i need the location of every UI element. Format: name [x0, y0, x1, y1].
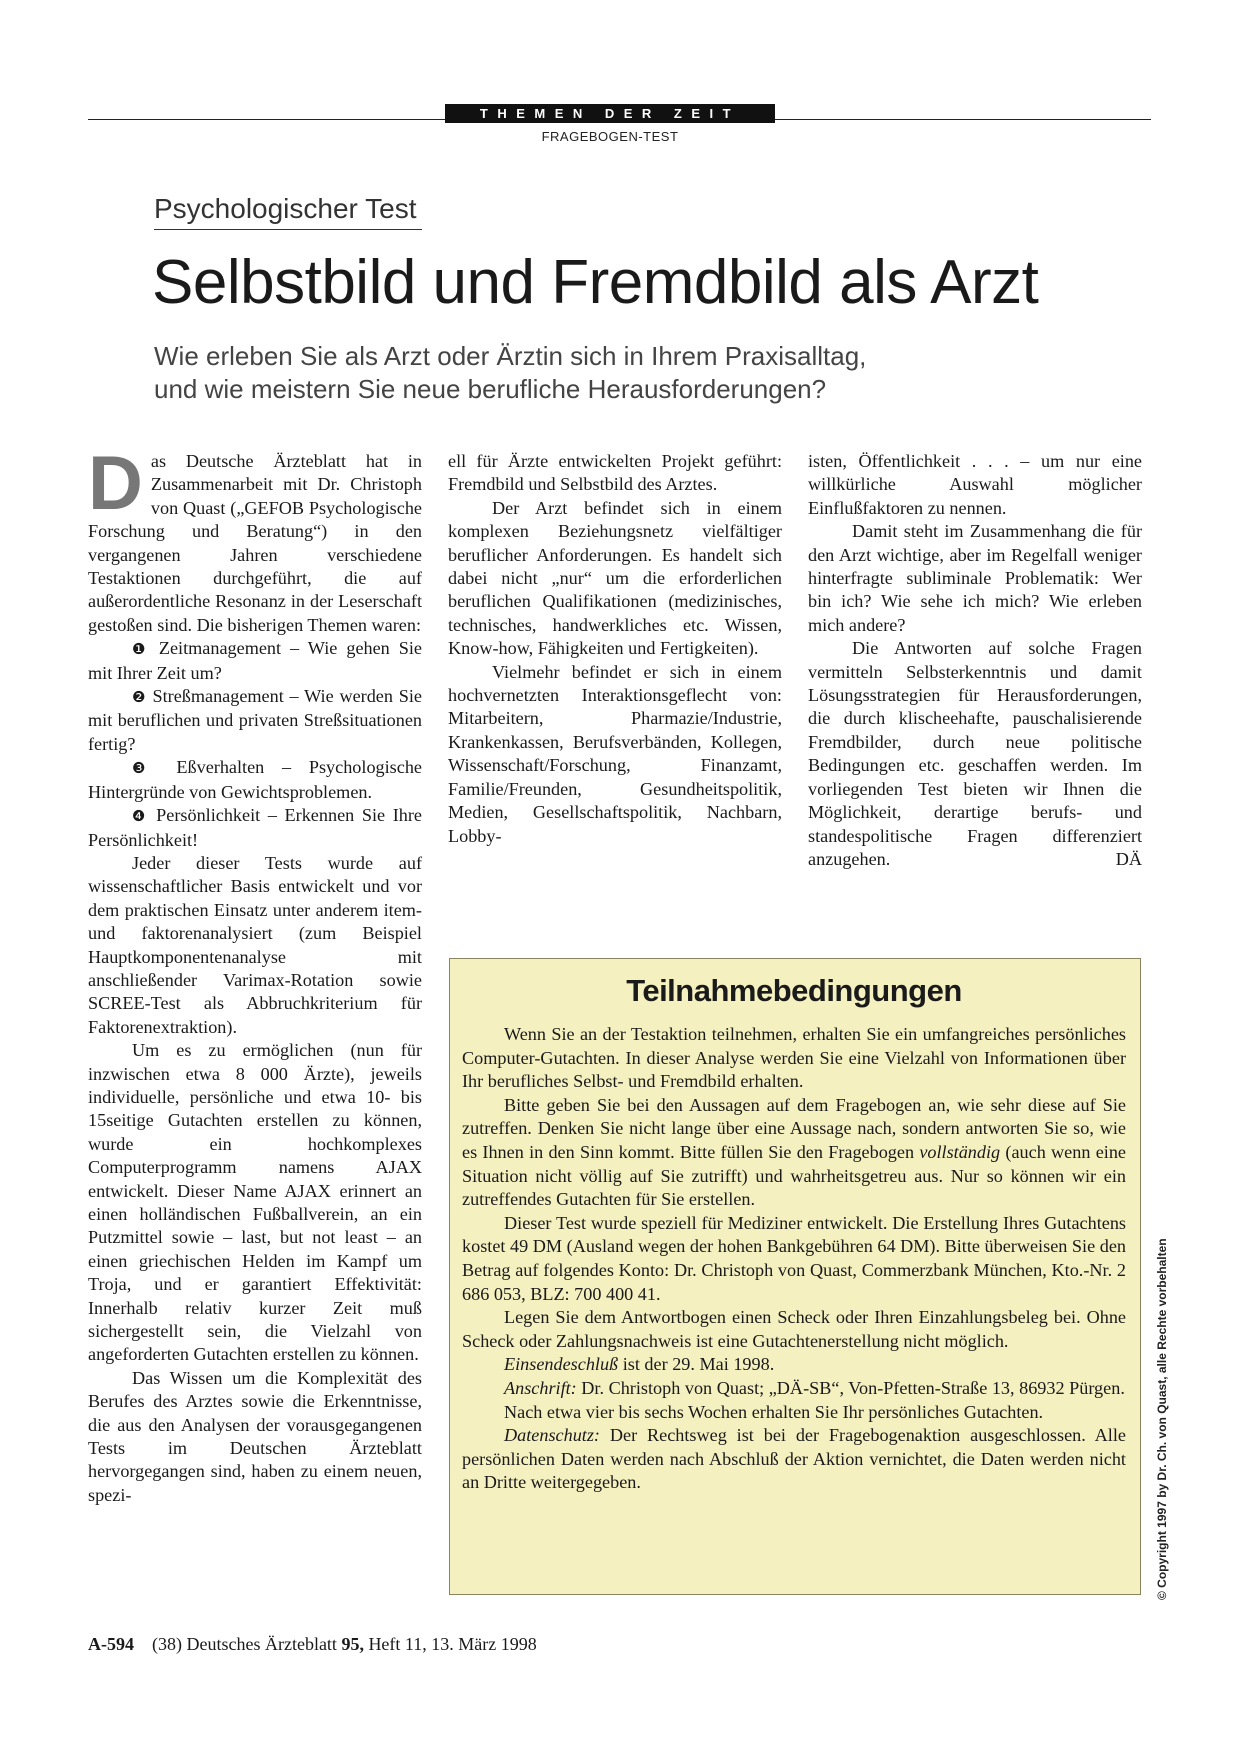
deck-line-2: und wie meistern Sie neue berufliche Herausforderungen?	[154, 374, 827, 404]
paragraph: isten, Öffentlichkeit . . . – um nur eine willkürliche Auswahl möglicher Einflußfaktoren zu nennen.	[808, 451, 1142, 518]
privacy-line: Datenschutz: Der Rechtsweg ist bei der Fragebogenaktion ausgeschlossen. Alle persönlichen Daten werden nach Abschluß der Aktion vernichtet, die Daten werden nicht an Dritte weitergegeben.	[462, 1425, 1126, 1493]
author-signature: DÄ	[1115, 848, 1142, 869]
article-deck	[154, 340, 1054, 406]
paragraph: Das Wissen um die Komplexität des Berufes des Arztes sowie die Erkenntnisse, die aus den Analysen der vorausgegangenen Tests im Deutschen Ärzteblatt hervorgegangen sind, haben zu einem neuen, spezi-	[88, 1367, 422, 1505]
paragraph: Die Antworten auf solche Fragen vermitteln Selbsterkenntnis und damit Lösungsstrategien für Herausforderungen, die durch klischeehafte, pauschalisierende Fremdbilder, durch neue politische Bedingungen etc. geschaffen werden. Im vorliegenden Test bieten wir Ihnen die Möglichkeit, derartige berufs- und standespolitische Fragen differenziert anzugehen. DÄ	[808, 637, 1142, 871]
deadline-line: Einsendeschluß ist der 29. Mai 1998.	[504, 1354, 775, 1375]
address-line: Anschrift: Dr. Christoph von Quast; „DÄ-SB“, Von-Pfetten-Straße 13, 86932 Pürgen.	[504, 1377, 1125, 1398]
box-paragraph: Legen Sie dem Antwortbogen einen Scheck oder Ihren Einzahlungsbeleg bei. Ohne Scheck oder Zahlungsnachweis ist eine Gutachtenerstellung nicht möglich.	[462, 1307, 1126, 1351]
box-paragraph: Wenn Sie an der Testaktion teilnehmen, erhalten Sie ein umfangreiches persönliches Computer-Gutachten. In dieser Analyse werden Sie eine Vielzahl von Informationen über Ihr berufliches Selbst- und Fremdbild erhalten.	[462, 1024, 1126, 1092]
box-title: Teilnahmebedingungen	[626, 973, 962, 1008]
paragraph: Damit steht im Zusammenhang die für den Arzt wichtige, aber im Regelfall weniger hinterfragte subliminale Problematik: Wer bin ich? Wie sehe ich mich? Wie erleben mich andere?	[808, 521, 1142, 635]
page-number: A-594	[88, 1634, 134, 1654]
participation-conditions-box	[449, 958, 1141, 1595]
topic-item-2: ❷ Streßmanagement – Wie werden Sie mit beruflichen und privaten Streßsituationen fertig?	[88, 686, 422, 754]
section-label: THEMEN DER ZEIT	[445, 104, 775, 123]
topic-item-4: ❹ Persönlichkeit – Erkennen Sie Ihre Persönlichkeit!	[88, 805, 422, 850]
paragraph: Jeder dieser Tests wurde auf wissenschaftlicher Basis entwickelt und vor dem praktischen Einsatz unter anderem item- und faktorenanalysiert (zum Beispiel Hauptkomponentenanalyse mit anschließender Varimax-Rotation sowie SCREE-Test als Abbruchkriterium für Faktorenextraktion).	[88, 852, 422, 1037]
drop-cap: D	[88, 441, 143, 526]
article-column-2	[448, 450, 782, 848]
article-title: Selbstbild und Fremdbild als Arzt	[152, 248, 1039, 317]
box-paragraph: Bitte geben Sie bei den Aussagen auf dem Fragebogen an, wie sehr diese auf Sie zutreffen. Denken Sie nicht lange über eine Aussage nach, sondern antworten Sie so, wie es Ihnen in den Sinn kommt. Bitte füllen Sie den Fragebogen vollständig (auch wenn eine Situation nicht völlig auf Sie zutrifft) und wahrheitsgetreu aus. Nur so können wir ein zutreffendes Gutachten für Sie erstellen.	[462, 1094, 1126, 1210]
paragraph: Der Arzt befindet sich in einem komplexen Beziehungsnetz vielfältiger beruflicher Anforderungen. Es handelt sich dabei nicht „nur“ um die erforderlichen beruflichen Qualifikationen (medizinisches, technisches, handwerkliches etc. Wissen, Know-how, Fähigkeiten und Fertigkeiten).	[448, 497, 782, 659]
topic-item-1: ❶ Zeitmanagement – Wie gehen Sie mit Ihrer Zeit um?	[88, 638, 423, 683]
paragraph: Um es zu ermöglichen (nun für inzwischen etwa 8 000 Ärzte), jeweils individuelle, persönliche und etwa 10- bis 15seitige Gutachten erstellen zu können, wurde ein hochkomplexes Computerprogramm namens AJAX entwickelt. Dieser Name AJAX erinnert an einen holländischen Fußballverein, an ein Putzmittel sowie – last, but not least – an einen griechischen Helden im Kampf um Troja, und er garantiert Effektivität: Innerhalb relativ kurzer Zeit muß sichergestellt sein, die Vielzahl von angeforderten Gutachten erstellen zu können.	[88, 1040, 422, 1365]
subsection-label: FRAGEBOGEN-TEST	[541, 129, 679, 144]
copyright-notice: © Copyright 1997 by Dr. Ch. von Quast, alle Rechte vorbehalten	[1155, 1238, 1169, 1600]
article-column-3	[808, 450, 1142, 871]
page-footer: A-594 (38) Deutsches Ärzteblatt 95, Heft 11, 13. März 1998	[88, 1634, 537, 1654]
article-kicker: Psychologischer Test	[154, 193, 422, 230]
topic-item-3: ❸ Eßverhalten – Psychologische Hintergründe von Gewichtsproblemen.	[88, 757, 422, 802]
paragraph: ell für Ärzte entwickelten Projekt geführt: Fremdbild und Selbstbild des Arztes.	[448, 451, 782, 495]
box-paragraph: Dieser Test wurde speziell für Mediziner entwickelt. Die Erstellung Ihres Gutachtens kostet 49 DM (Ausland wegen der hohen Bankgebühren 64 DM). Bitte überweisen Sie den Betrag auf folgendes Konto: Dr. Christoph von Quast, Commerzbank München, Kto.-Nr. 2 686 053, BLZ: 700 400 41.	[462, 1212, 1126, 1304]
article-column-1	[88, 441, 423, 1507]
paragraph-intro: Das Deutsche Ärzteblatt hat in Zusammenarbeit mit Dr. Christoph von Quast („GEFOB Psychologische Forschung und Beratung“) in den vergangenen Jahren verschiedene Testaktionen durchgeführt, die auf außerordentliche Resonanz in der Leserschaft gestoßen sind. Die bisherigen Themen waren:	[88, 441, 422, 635]
box-paragraph: Nach etwa vier bis sechs Wochen erhalten Sie Ihr persönliches Gutachten.	[504, 1401, 1044, 1422]
paragraph: Vielmehr befindet er sich in einem hochvernetzten Interaktionsgeflecht von: Mitarbeitern, Pharmazie/Industrie, Krankenkassen, Berufsverbänden, Kollegen, Wissenschaft/Forschung, Finanzamt, Familie/Freunden, Gesundheitspolitik, Medien, Gesellschaftspolitik, Nachbarn, Lobby-	[448, 661, 782, 846]
deck-line-1: Wie erleben Sie als Arzt oder Ärztin sich in Ihrem Praxisalltag,	[154, 341, 867, 371]
